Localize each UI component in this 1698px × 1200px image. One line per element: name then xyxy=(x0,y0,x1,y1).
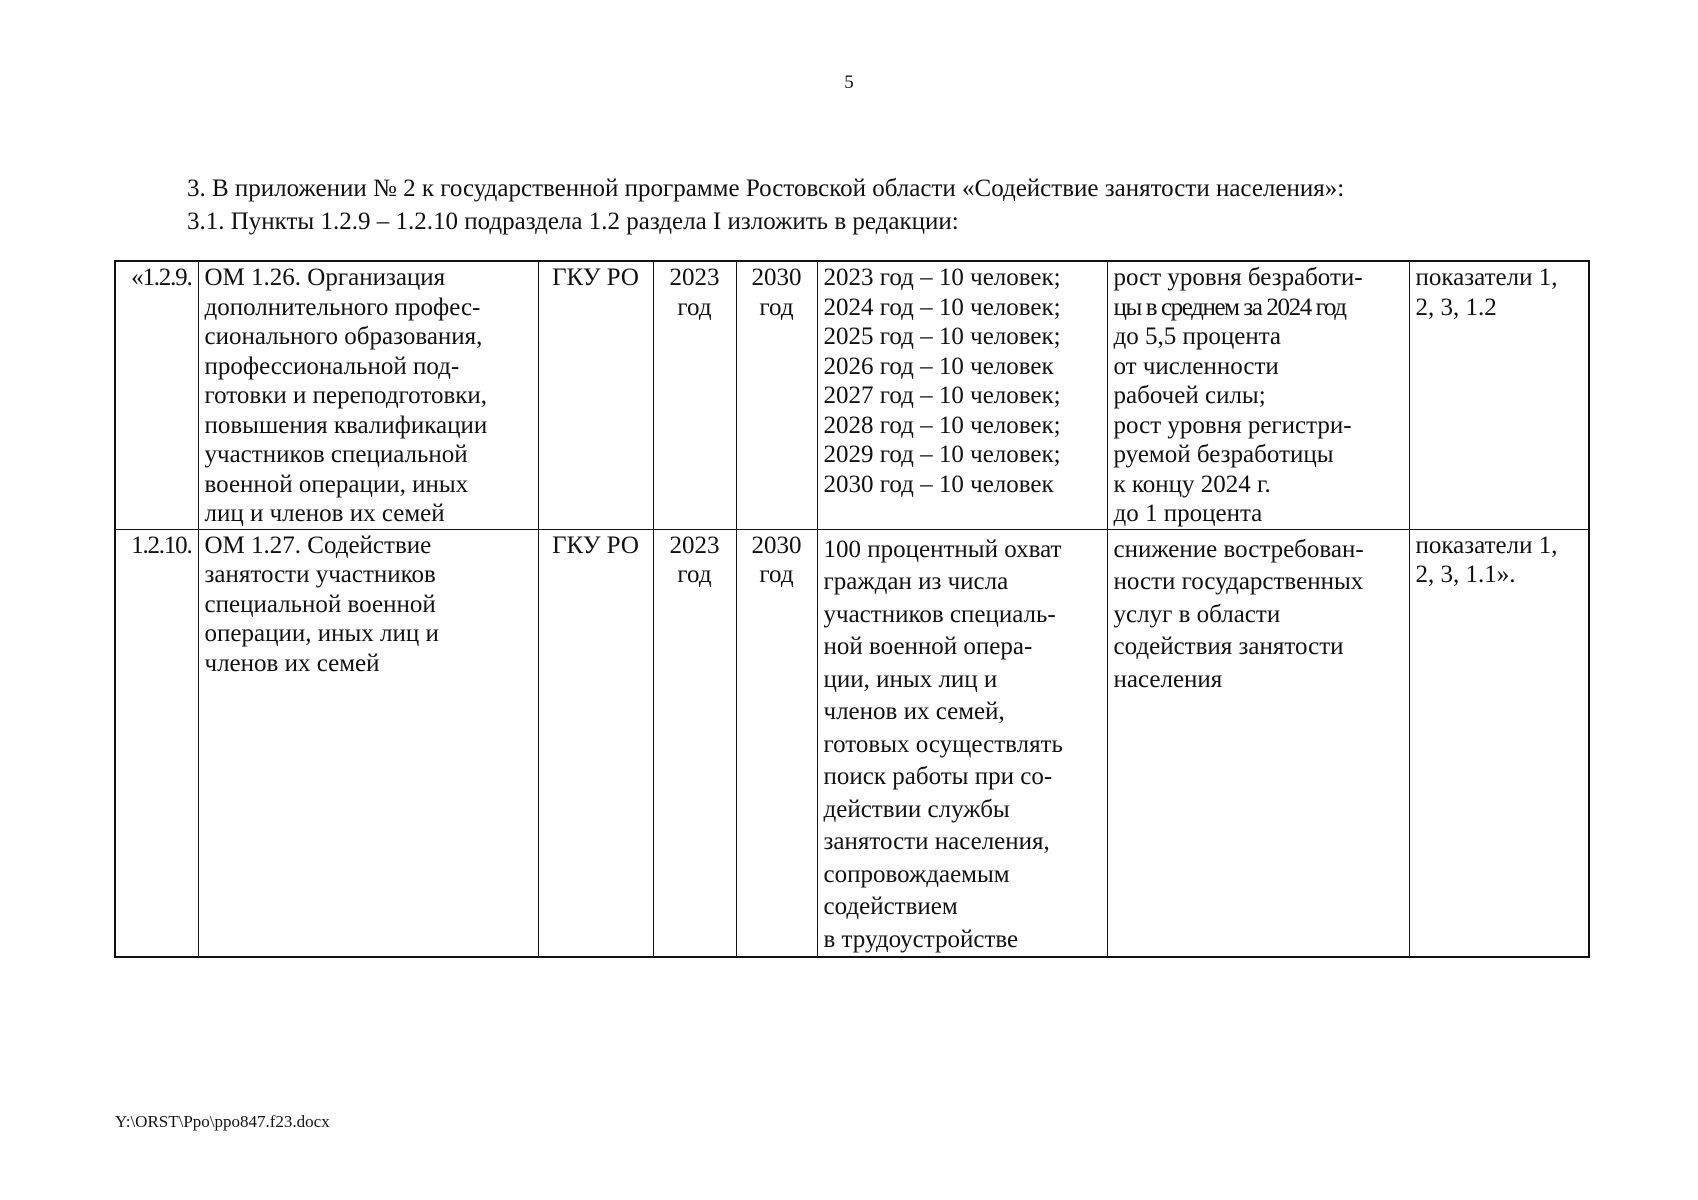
expected-result-line: 2026 год – 10 человек xyxy=(823,352,1054,380)
measure-name-line: операции, иных лиц и xyxy=(204,620,439,647)
expected-result-line: ции, иных лиц и xyxy=(823,665,998,693)
effect-line: ности государственных xyxy=(1113,568,1364,595)
start-year-cell xyxy=(653,529,736,957)
end-year-line: год xyxy=(759,561,794,588)
expected-result-line: 2025 год – 10 человек; xyxy=(823,323,1061,350)
measure-name-line: специальной военной xyxy=(204,590,436,618)
start-year-line: 2023 xyxy=(669,531,720,559)
expected-result-line: 100 процентный охват xyxy=(823,535,1062,563)
expected-result-line: в трудоустройстве xyxy=(823,925,1019,953)
effect-line: до 1 процента xyxy=(1113,500,1263,527)
expected-result-cell xyxy=(817,261,1107,529)
expected-result-line: 2027 год – 10 человек; xyxy=(823,382,1061,409)
measure-name-line: повышения квалификации xyxy=(204,411,488,439)
measure-name-line: занятости участников xyxy=(204,561,436,588)
row-number-cell: «1.2.9. xyxy=(115,261,198,529)
indicators-line: 2, 3, 1.1». xyxy=(1415,561,1516,588)
effect-line: услуг в области xyxy=(1113,600,1281,628)
expected-result-line: граждан из числа xyxy=(823,568,1009,595)
measure-name-cell xyxy=(198,529,538,957)
effect-line: от численности xyxy=(1113,352,1279,380)
start-year-line: год xyxy=(677,561,712,588)
expected-result-line: поиск работы при со- xyxy=(823,763,1053,790)
expected-result-line: членов их семей, xyxy=(823,698,1005,725)
expected-result-line: 2029 год – 10 человек; xyxy=(823,441,1061,468)
measure-name-line: лиц и членов их семей xyxy=(204,500,445,527)
measure-name-line: профессиональной под- xyxy=(204,352,460,380)
measure-name-line: сионального образования, xyxy=(204,323,483,350)
indicators-line: 2, 3, 1.2 xyxy=(1415,293,1497,321)
effect-line: руемой безработицы xyxy=(1113,441,1334,468)
effect-line: снижение востребован- xyxy=(1113,535,1364,563)
measure-name-line: готовки и переподготовки, xyxy=(204,382,488,409)
start-year-line: 2023 xyxy=(669,264,720,291)
end-year-line: год xyxy=(759,293,794,321)
page-number: 5 xyxy=(844,72,854,93)
effect-cell xyxy=(1107,529,1409,957)
file-path-footer: Y:\ORST\Ppo\ppo847.f23.docx xyxy=(115,1112,330,1131)
table-row xyxy=(115,261,1589,529)
expected-result-line: 2028 год – 10 человек; xyxy=(823,411,1061,439)
expected-result-line: содействием xyxy=(823,893,958,920)
indicators-cell xyxy=(1409,261,1589,529)
effect-line: рост уровня регистри- xyxy=(1113,411,1352,439)
effect-cell xyxy=(1107,261,1409,529)
measure-name-line: военной операции, иных xyxy=(204,470,469,498)
measure-name-line: участников специальной xyxy=(204,441,468,468)
expected-result-line: ной военной опера- xyxy=(823,633,1033,660)
effect-line: к концу 2024 г. xyxy=(1113,470,1271,498)
indicators-cell xyxy=(1409,529,1589,957)
intro-paragraph-2: 3.1. Пункты 1.2.9 – 1.2.10 подраздела 1.2 раздела I изложить в редакции: xyxy=(187,208,959,235)
end-year-cell xyxy=(736,261,817,529)
measure-name-line: дополнительного профес- xyxy=(204,293,481,321)
effect-line: рост уровня безработи- xyxy=(1113,264,1363,291)
table-row xyxy=(115,529,1589,957)
measure-name-line: членов их семей xyxy=(204,649,380,677)
end-year-line: 2030 xyxy=(751,531,802,559)
row-number-cell: 1.2.10. xyxy=(115,529,198,957)
expected-result-line: 2024 год – 10 человек; xyxy=(823,293,1061,321)
indicators-line: показатели 1, xyxy=(1415,531,1558,559)
end-year-line: 2030 xyxy=(751,264,802,291)
indicators-line: показатели 1, xyxy=(1415,264,1558,291)
expected-result-line: 2030 год – 10 человек xyxy=(823,470,1054,498)
start-year-line: год xyxy=(677,293,712,321)
effect-line: содействия занятости xyxy=(1113,633,1344,660)
end-year-cell xyxy=(736,529,817,957)
expected-result-line: занятости населения, xyxy=(823,828,1050,855)
measure-name-line: ОМ 1.27. Содействие xyxy=(204,531,432,559)
effect-line: до 5,5 процента xyxy=(1113,323,1282,350)
start-year-cell xyxy=(653,261,736,529)
executor-cell: ГКУ РО xyxy=(538,261,653,529)
effect-line: населения xyxy=(1113,665,1223,693)
expected-result-line: сопровождаемым xyxy=(823,860,1010,888)
program-table xyxy=(114,260,1590,958)
expected-result-line: готовых осуществлять xyxy=(823,730,1063,758)
measure-name-cell xyxy=(198,261,538,529)
expected-result-cell xyxy=(817,529,1107,957)
effect-line: рабочей силы; xyxy=(1113,382,1266,409)
expected-result-line: участников специаль- xyxy=(823,600,1056,628)
effect-line: цы в среднем за 2024 год xyxy=(1113,293,1346,321)
expected-result-line: действии службы xyxy=(823,795,1010,823)
executor-cell: ГКУ РО xyxy=(538,529,653,957)
expected-result-line: 2023 год – 10 человек; xyxy=(823,264,1061,291)
intro-paragraph-1: 3. В приложении № 2 к государственной программе Ростовской области «Содействие занятости населения»: xyxy=(187,175,1345,202)
measure-name-line: ОМ 1.26. Организация xyxy=(204,264,446,291)
